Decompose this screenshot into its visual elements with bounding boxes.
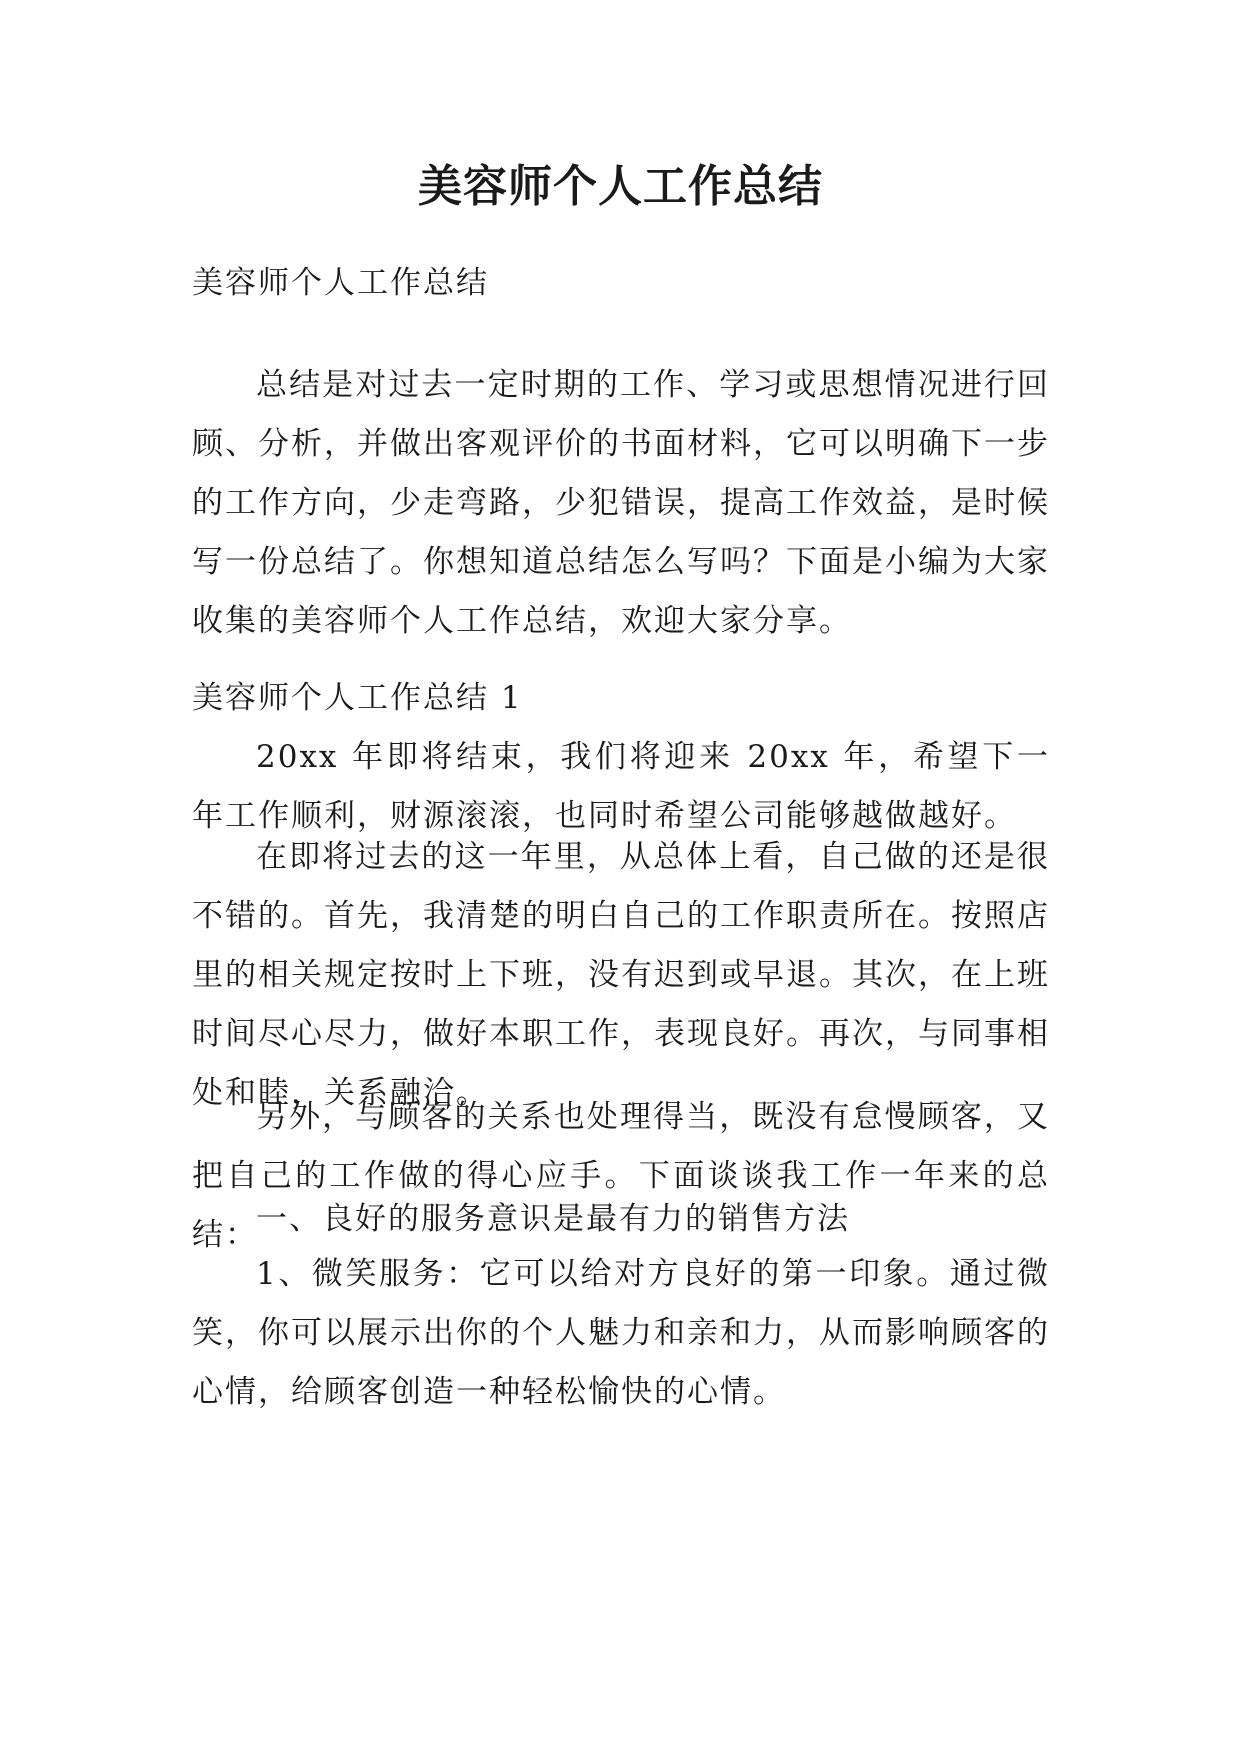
paragraph-5: 1、微笑服务：它可以给对方良好的第一印象。通过微笑，你可以展示出你的个人魅力和亲和力，从而影响顾客的心情，给顾客创造一种轻松愉快的心情。 — [192, 1256, 1050, 1410]
paragraph-4: 一、良好的服务意识是最有力的销售方法 — [256, 1201, 850, 1237]
page-title: 美容师个人工作总结 — [418, 161, 823, 212]
section-heading: 美容师个人工作总结 1 — [192, 680, 523, 716]
paragraph-2: 在即将过去的这一年里，从总体上看，自己做的还是很不错的。首先，我清楚的明白自己的工作职责所在。按照店里的相关规定按时上下班，没有迟到或早退。其次，在上班时间尽心尽力，做好本职工作，表现良好。再次，与同事相处和睦，关系融洽。 — [192, 839, 1050, 1111]
paragraph-1: 20xx 年即将结束，我们将迎来 20xx 年，希望下一年工作顺利，财源滚滚，也同时希望公司能够越做越好。 — [192, 739, 1050, 834]
intro-paragraph: 总结是对过去一定时期的工作、学习或思想情况进行回顾、分析，并做出客观评价的书面材料，它可以明确下一步的工作方向，少走弯路，少犯错误，提高工作效益，是时候写一份总结了。你想知道总结怎么写吗？下面是小编为大家收集的美容师个人工作总结，欢迎大家分享。 — [192, 367, 1050, 639]
paragraph-3: 另外，与顾客的关系也处理得当，既没有怠慢顾客，又把自己的工作做的得心应手。下面谈谈我工作一年来的总结： — [192, 1099, 1050, 1253]
document-subtitle: 美容师个人工作总结 — [192, 265, 489, 301]
